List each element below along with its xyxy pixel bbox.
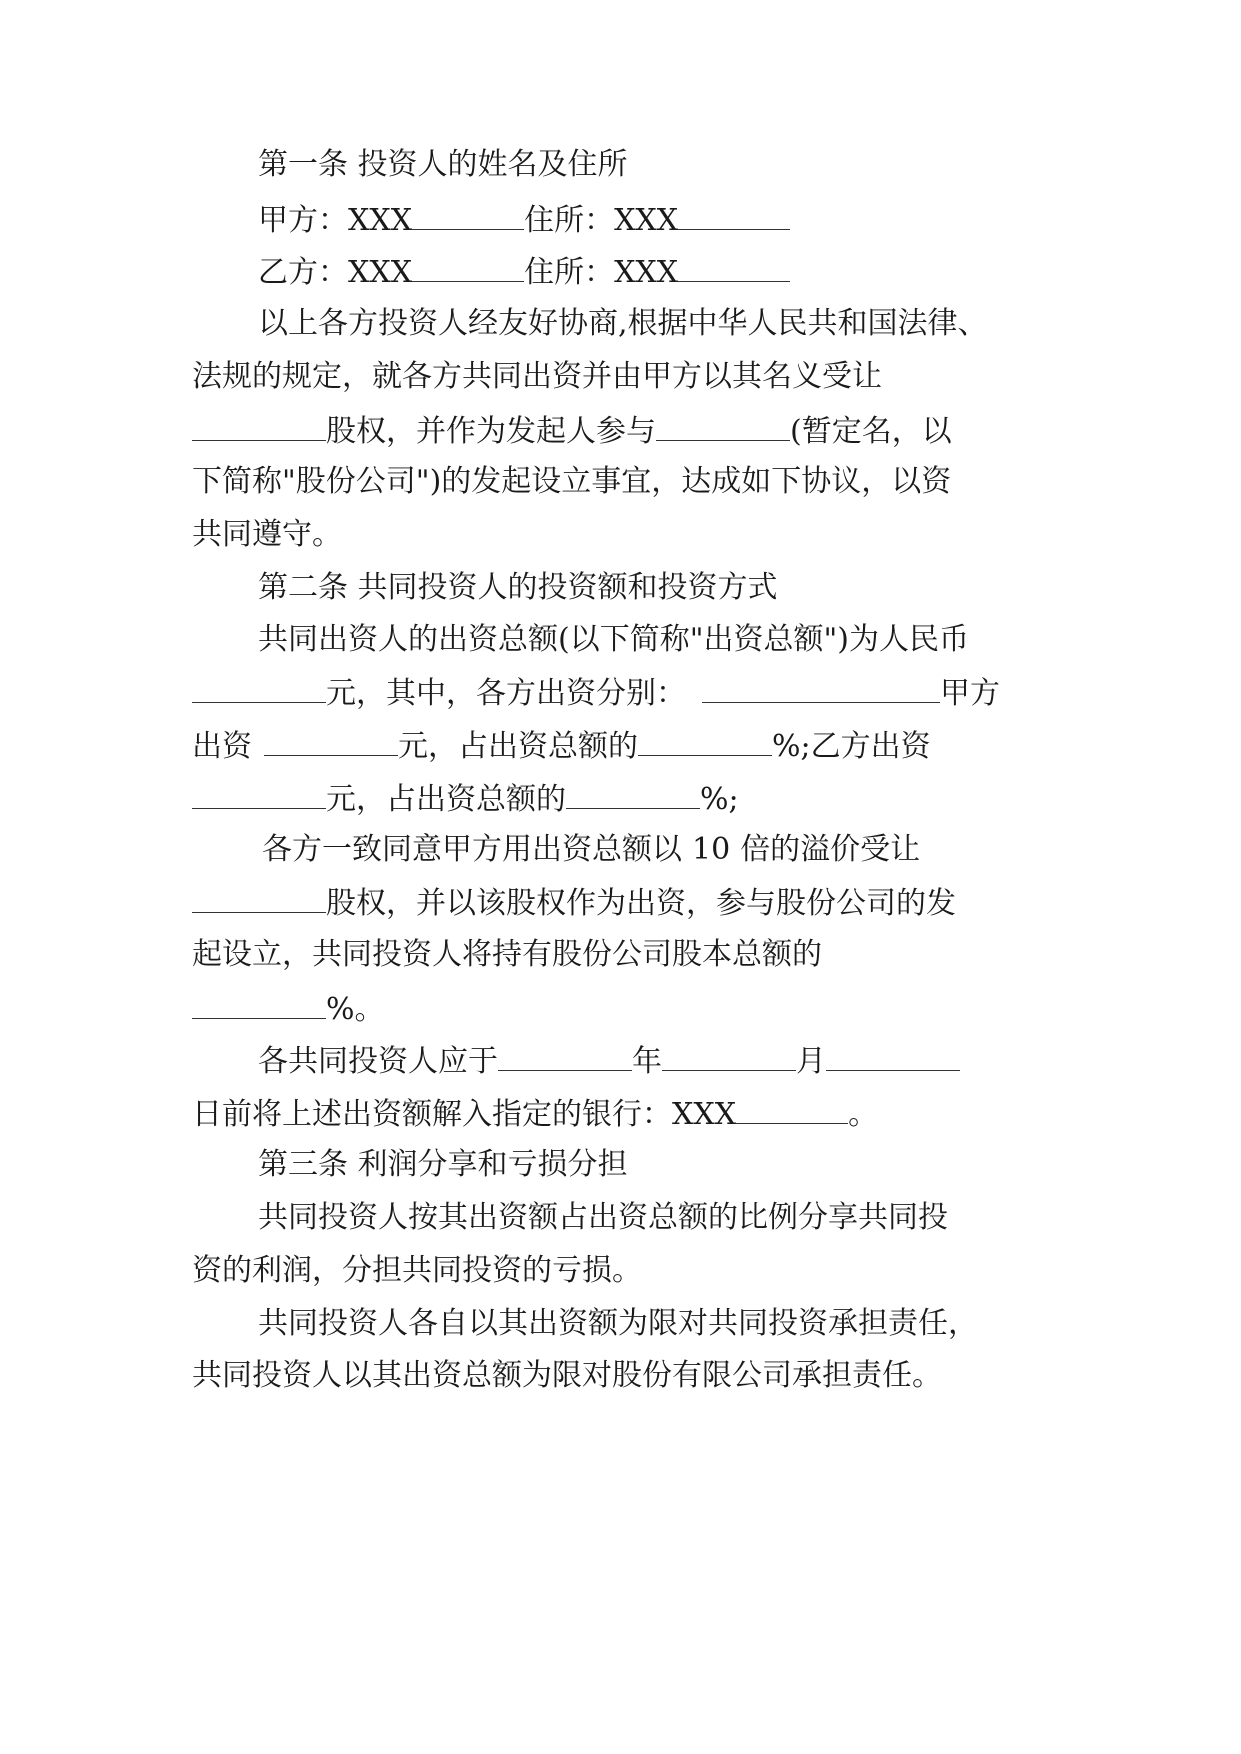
article2-heading: 第二条 共同投资人的投资额和投资方式 [258, 570, 778, 605]
paragraph-line [192, 778, 1052, 818]
blank-field [566, 778, 700, 809]
paragraph-line: 起设立，共同投资人将持有股份公司股本总额的 [192, 937, 822, 972]
blank-field [638, 725, 772, 756]
blank-field [678, 199, 790, 230]
text-segment: 元，占出资总额的 [398, 729, 638, 764]
text-segment: (暂定名，以 [790, 414, 952, 449]
text-segment: 出资 [192, 729, 252, 764]
blank-field [736, 1093, 848, 1124]
party-b-label: 乙方： [258, 255, 348, 290]
blank-field [192, 672, 326, 703]
party-b-line [258, 251, 1052, 291]
party-b-address-label: 住所： [524, 255, 615, 290]
text-segment: 倍的溢价受让 [740, 832, 921, 867]
text-segment: %。 [326, 992, 385, 1027]
text-segment: 甲方 [940, 676, 1000, 711]
text-segment: 日前将上述出资额解入指定的银行： [192, 1097, 672, 1132]
party-a-name: XXX [348, 203, 413, 238]
paragraph-line: 以上各方投资人经友好协商,根据中华人民共和国法律、 [258, 306, 988, 341]
party-a-address-label: 住所： [524, 203, 615, 238]
article3-heading: 第三条 利润分享和亏损分担 [258, 1147, 628, 1182]
party-a-address: XXX [614, 203, 679, 238]
text-segment: %; [700, 782, 739, 817]
text-segment: %;乙方出资 [772, 729, 931, 764]
paragraph-line: 共同投资人以其出资总额为限对股份有限公司承担责任。 [192, 1358, 942, 1393]
paragraph-line [192, 672, 1052, 712]
paragraph-line [258, 1040, 1052, 1080]
paragraph-line [192, 725, 1052, 765]
party-a-line [258, 199, 1052, 239]
blank-field [678, 251, 790, 282]
blank-field [192, 778, 326, 809]
text-segment: XXX [672, 1097, 737, 1132]
blank-field [662, 1040, 796, 1071]
text-segment: 股权，并以该股权作为出资，参与股份公司的发 [326, 886, 956, 921]
paragraph-line: 共同投资人各自以其出资额为限对共同投资承担责任， [258, 1306, 978, 1341]
text-segment: 元，占出资总额的 [326, 782, 566, 817]
paragraph-line: 法规的规定，就各方共同出资并由甲方以其名义受让 [192, 359, 882, 394]
paragraph-line: 下简称"股份公司")的发起设立事宜，达成如下协议，以资 [192, 464, 952, 499]
blank-field [826, 1040, 960, 1071]
paragraph-line [192, 410, 1052, 450]
paragraph-line: 共同出资人的出资总额(以下简称"出资总额")为人民币 [258, 622, 970, 657]
paragraph-line [192, 882, 1052, 922]
text-segment: 年 [632, 1044, 662, 1079]
paragraph-line: 资的利润，分担共同投资的亏损。 [192, 1253, 642, 1288]
paragraph-line [262, 830, 1052, 870]
text-segment: 元，其中，各方出资分别： [326, 676, 686, 711]
text-segment: 各共同投资人应于 [258, 1044, 498, 1079]
party-a-label: 甲方： [258, 203, 348, 238]
paragraph-line: 共同投资人按其出资额占出资总额的比例分享共同投 [258, 1200, 948, 1235]
text-segment: 月 [796, 1044, 826, 1079]
blank-field [702, 672, 940, 703]
blank-field [264, 725, 398, 756]
blank-field [412, 199, 524, 230]
blank-field [412, 251, 524, 282]
blank-field [192, 410, 326, 441]
article1-heading: 第一条 投资人的姓名及住所 [258, 147, 628, 182]
blank-field [192, 988, 326, 1019]
paragraph-line [192, 1093, 1052, 1133]
paragraph-line: 共同遵守。 [192, 517, 342, 552]
text-segment: 10 [692, 832, 731, 867]
blank-field [192, 882, 326, 913]
blank-field [656, 410, 790, 441]
party-b-name: XXX [348, 255, 413, 290]
paragraph-line [192, 988, 1052, 1028]
blank-field [498, 1040, 632, 1071]
party-b-address: XXX [614, 255, 679, 290]
text-segment: 各方一致同意甲方用出资总额以 [262, 832, 682, 867]
text-segment: 。 [848, 1097, 879, 1132]
text-segment: 股权，并作为发起人参与 [326, 414, 656, 449]
